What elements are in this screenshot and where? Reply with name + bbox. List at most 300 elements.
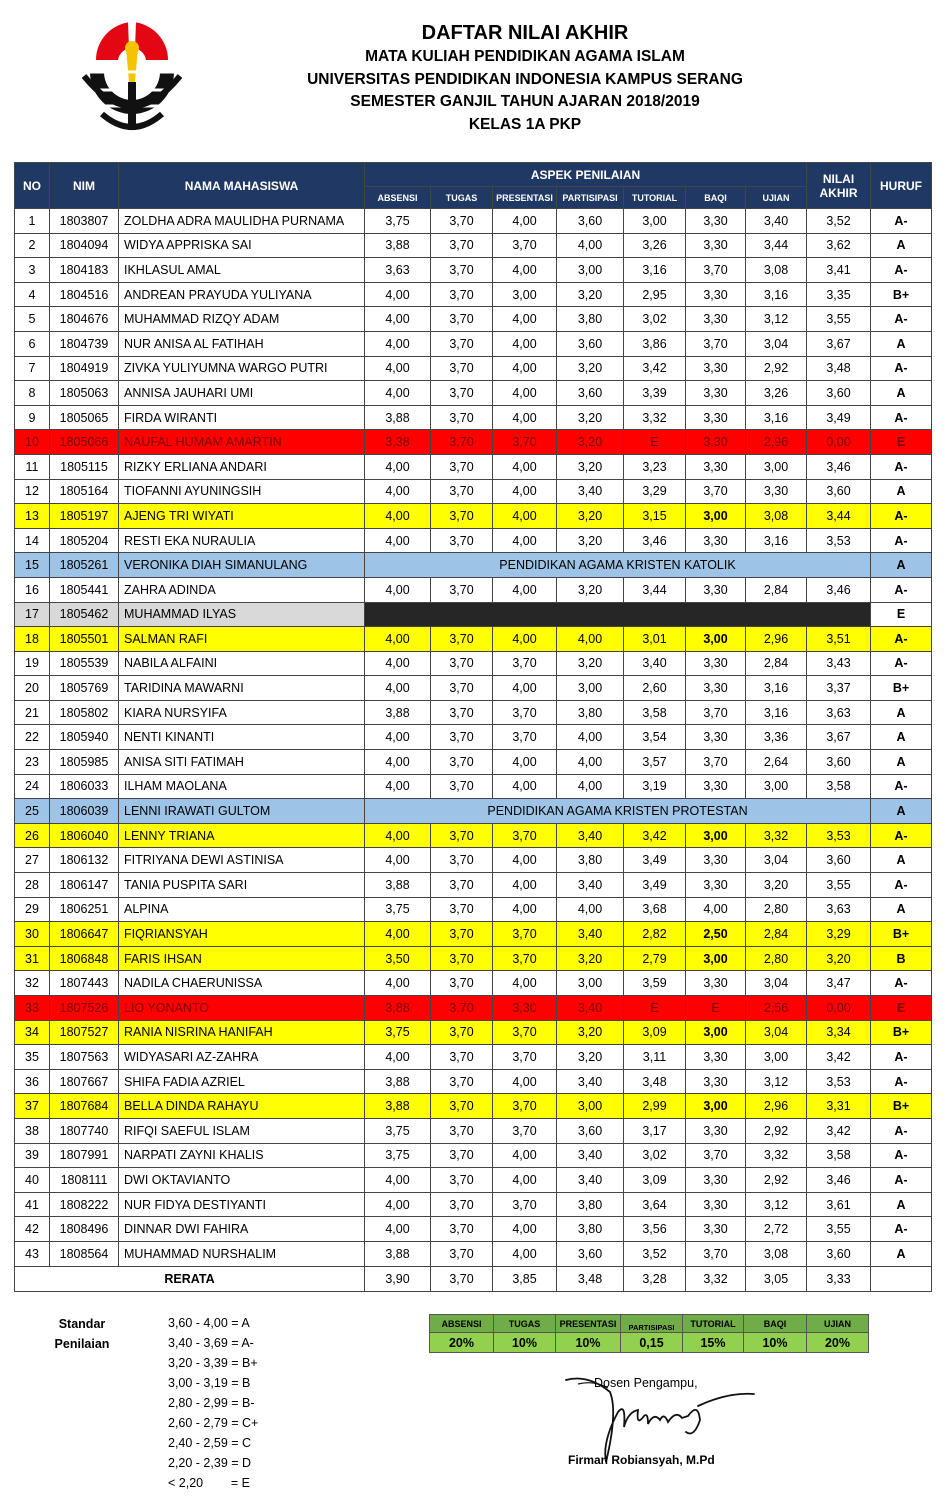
row-number: 5 — [15, 307, 50, 332]
row-number: 38 — [15, 1118, 50, 1143]
row-ujian: 2,96 — [746, 1094, 807, 1119]
col-header-tutorial: TUTORIAL — [624, 187, 686, 209]
row-nim: 1804516 — [50, 282, 119, 307]
row-student-name: NABILA ALFAINI — [119, 651, 365, 676]
row-tutorial: E — [624, 996, 686, 1021]
row-presentasi: 3,70 — [493, 946, 557, 971]
row-nilai: 3,53 — [807, 1069, 871, 1094]
row-tugas: 3,70 — [431, 1118, 493, 1143]
row-presentasi: 4,00 — [493, 1168, 557, 1193]
row-presentasi: 3,70 — [493, 1094, 557, 1119]
row-nim: 1805441 — [50, 577, 119, 602]
row-number: 36 — [15, 1069, 50, 1094]
row-number: 34 — [15, 1020, 50, 1045]
row-tutorial: 3,44 — [624, 577, 686, 602]
standard-item: 3,40 - 3,69 = A- — [168, 1336, 254, 1350]
row-baqi: 3,00 — [686, 504, 746, 529]
row-nim: 1803807 — [50, 209, 119, 234]
row-grade-letter: A- — [871, 1217, 932, 1242]
row-student-name: ILHAM MAOLANA — [119, 774, 365, 799]
row-presentasi: 4,00 — [493, 848, 557, 873]
row-tugas: 3,70 — [431, 1045, 493, 1070]
row-nilai: 0,00 — [807, 996, 871, 1021]
row-ujian: 2,72 — [746, 1217, 807, 1242]
row-nim: 1804183 — [50, 258, 119, 283]
row-presentasi: 3,70 — [493, 1020, 557, 1045]
average-presentasi: 3,85 — [493, 1266, 557, 1291]
row-absensi: 4,00 — [365, 750, 431, 775]
row-number: 13 — [15, 504, 50, 529]
row-tutorial: 3,11 — [624, 1045, 686, 1070]
row-tutorial: 3,29 — [624, 479, 686, 504]
row-presentasi: 4,00 — [493, 307, 557, 332]
row-partisipasi: 3,20 — [557, 651, 624, 676]
row-nim: 1807667 — [50, 1069, 119, 1094]
row-student-name: ANDREAN PRAYUDA YULIYANA — [119, 282, 365, 307]
weight-table — [429, 1314, 869, 1353]
col-header-ujian: UJIAN — [746, 187, 807, 209]
row-baqi: 3,30 — [686, 233, 746, 258]
row-student-name: ALPINA — [119, 897, 365, 922]
row-ujian: 3,32 — [746, 823, 807, 848]
row-tugas: 3,70 — [431, 307, 493, 332]
table-row — [15, 774, 932, 799]
weight-value: 0,15 — [621, 1333, 683, 1353]
grade-table — [14, 162, 932, 1292]
row-ujian: 2,92 — [746, 356, 807, 381]
row-number: 6 — [15, 331, 50, 356]
row-tugas: 3,70 — [431, 1020, 493, 1045]
row-number: 1 — [15, 209, 50, 234]
row-number: 40 — [15, 1168, 50, 1193]
row-nim: 1806251 — [50, 897, 119, 922]
row-presentasi: 4,00 — [493, 258, 557, 283]
row-number: 10 — [15, 430, 50, 455]
row-grade-letter: A- — [871, 307, 932, 332]
row-nim: 1806132 — [50, 848, 119, 873]
row-absensi: 3,75 — [365, 897, 431, 922]
col-header-baqi: BAQI — [686, 187, 746, 209]
row-grade-letter: A — [871, 1241, 932, 1266]
row-number: 24 — [15, 774, 50, 799]
average-tutorial: 3,28 — [624, 1266, 686, 1291]
row-number: 22 — [15, 725, 50, 750]
lecturer-name: Firman Robiansyah, M.Pd — [568, 1453, 715, 1467]
row-tutorial: 3,16 — [624, 258, 686, 283]
row-student-name: NAUFAL HUMAM AMARTIN — [119, 430, 365, 455]
weight-value: 10% — [556, 1333, 621, 1353]
row-nim: 1805197 — [50, 504, 119, 529]
row-student-name: FITRIYANA DEWI ASTINISA — [119, 848, 365, 873]
row-baqi: 3,00 — [686, 1094, 746, 1119]
row-grade-letter: A — [871, 897, 932, 922]
row-partisipasi: 3,40 — [557, 1143, 624, 1168]
row-tutorial: 3,49 — [624, 873, 686, 898]
row-presentasi: 4,00 — [493, 454, 557, 479]
row-nim: 1805940 — [50, 725, 119, 750]
row-presentasi: 4,00 — [493, 897, 557, 922]
standard-item: 2,40 - 2,59 = C — [168, 1436, 252, 1450]
row-baqi: 3,30 — [686, 356, 746, 381]
average-absensi: 3,90 — [365, 1266, 431, 1291]
row-nilai: 3,63 — [807, 700, 871, 725]
row-presentasi: 3,70 — [493, 700, 557, 725]
row-nim: 1804919 — [50, 356, 119, 381]
row-tutorial: 3,23 — [624, 454, 686, 479]
row-number: 9 — [15, 405, 50, 430]
row-baqi: 3,70 — [686, 258, 746, 283]
row-nim: 1805164 — [50, 479, 119, 504]
row-tutorial: 3,58 — [624, 700, 686, 725]
row-nim: 1804676 — [50, 307, 119, 332]
row-partisipasi: 3,20 — [557, 430, 624, 455]
row-student-name: IKHLASUL AMAL — [119, 258, 365, 283]
row-grade-letter: A- — [871, 627, 932, 652]
row-absensi: 3,88 — [365, 996, 431, 1021]
row-presentasi: 4,00 — [493, 356, 557, 381]
row-tugas: 3,70 — [431, 1168, 493, 1193]
standard-item: 3,00 - 3,19 = B — [168, 1376, 251, 1390]
row-tugas: 3,70 — [431, 1241, 493, 1266]
row-number: 25 — [15, 799, 50, 824]
table-row — [15, 405, 932, 430]
table-row — [15, 823, 932, 848]
weight-label: UJIAN — [807, 1315, 869, 1333]
row-tugas: 3,70 — [431, 774, 493, 799]
row-absensi: 4,00 — [365, 307, 431, 332]
row-partisipasi: 3,00 — [557, 971, 624, 996]
lecturer-label: Dosen Pengampu, — [594, 1376, 698, 1390]
row-absensi: 4,00 — [365, 823, 431, 848]
row-student-name: LENNI IRAWATI GULTOM — [119, 799, 365, 824]
row-presentasi: 4,00 — [493, 971, 557, 996]
row-tutorial: 2,99 — [624, 1094, 686, 1119]
row-nim: 1807563 — [50, 1045, 119, 1070]
row-baqi: 3,30 — [686, 848, 746, 873]
row-tutorial: 3,00 — [624, 209, 686, 234]
row-ujian: 3,04 — [746, 848, 807, 873]
col-header-presentasi: PRESENTASI — [493, 187, 557, 209]
row-absensi: 4,00 — [365, 676, 431, 701]
row-number: 21 — [15, 700, 50, 725]
average-nilai: 3,33 — [807, 1266, 871, 1291]
average-label: RERATA — [15, 1266, 365, 1291]
col-header-no: NO — [15, 163, 50, 209]
row-religion-note: PENDIDIKAN AGAMA KRISTEN PROTESTAN — [365, 799, 871, 824]
row-absensi: 4,00 — [365, 725, 431, 750]
row-partisipasi: 3,20 — [557, 1020, 624, 1045]
standard-item: 2,80 - 2,99 = B- — [168, 1396, 255, 1410]
row-tugas: 3,70 — [431, 233, 493, 258]
row-nilai: 3,53 — [807, 823, 871, 848]
row-partisipasi: 3,80 — [557, 848, 624, 873]
row-grade-letter: A — [871, 331, 932, 356]
row-grade-letter: E — [871, 996, 932, 1021]
weight-label: BAQI — [744, 1315, 807, 1333]
row-baqi: 3,30 — [686, 971, 746, 996]
weight-value: 10% — [744, 1333, 807, 1353]
table-row — [15, 331, 932, 356]
document-header — [250, 20, 800, 136]
row-ujian: 2,64 — [746, 750, 807, 775]
row-student-name: WIDYASARI AZ-ZAHRA — [119, 1045, 365, 1070]
row-presentasi: 4,00 — [493, 676, 557, 701]
row-baqi: 4,00 — [686, 897, 746, 922]
row-nim: 1805261 — [50, 553, 119, 578]
row-ujian: 3,36 — [746, 725, 807, 750]
row-absensi: 4,00 — [365, 577, 431, 602]
row-baqi: 3,30 — [686, 651, 746, 676]
row-partisipasi: 3,80 — [557, 700, 624, 725]
row-ujian: 3,32 — [746, 1143, 807, 1168]
row-grade-letter: A — [871, 553, 932, 578]
row-nilai: 3,37 — [807, 676, 871, 701]
table-row — [15, 799, 932, 824]
row-presentasi: 4,00 — [493, 479, 557, 504]
row-baqi: 3,30 — [686, 873, 746, 898]
row-number: 20 — [15, 676, 50, 701]
col-header-partisipasi: PARTISIPASI — [557, 187, 624, 209]
row-partisipasi: 3,60 — [557, 1241, 624, 1266]
average-ujian: 3,05 — [746, 1266, 807, 1291]
row-grade-letter: A- — [871, 577, 932, 602]
row-grade-letter: A- — [871, 1045, 932, 1070]
row-ujian: 2,56 — [746, 996, 807, 1021]
row-baqi: 3,30 — [686, 1045, 746, 1070]
row-tutorial: 3,56 — [624, 1217, 686, 1242]
row-tutorial: 3,46 — [624, 528, 686, 553]
row-grade-letter: A- — [871, 873, 932, 898]
row-absensi: 4,00 — [365, 651, 431, 676]
row-tugas: 3,70 — [431, 356, 493, 381]
row-number: 15 — [15, 553, 50, 578]
table-row — [15, 848, 932, 873]
row-nilai: 3,46 — [807, 577, 871, 602]
row-absensi: 4,00 — [365, 848, 431, 873]
row-nim: 1807527 — [50, 1020, 119, 1045]
weight-label: PARTISIPASI — [621, 1315, 683, 1333]
row-nim: 1805115 — [50, 454, 119, 479]
row-grade-letter: B+ — [871, 1020, 932, 1045]
row-student-name: MUHAMMAD RIZQY ADAM — [119, 307, 365, 332]
row-tugas: 3,70 — [431, 331, 493, 356]
row-presentasi: 4,00 — [493, 504, 557, 529]
row-student-name: RESTI EKA NURAULIA — [119, 528, 365, 553]
weight-value: 15% — [683, 1333, 744, 1353]
row-grade-letter: A- — [871, 823, 932, 848]
table-row — [15, 1143, 932, 1168]
row-number: 8 — [15, 381, 50, 406]
row-nim: 1805066 — [50, 430, 119, 455]
row-nim: 1807740 — [50, 1118, 119, 1143]
row-tugas: 3,70 — [431, 258, 493, 283]
weight-label: ABSENSI — [430, 1315, 494, 1333]
row-tutorial: 3,02 — [624, 307, 686, 332]
table-row — [15, 651, 932, 676]
weight-value: 10% — [494, 1333, 556, 1353]
row-grade-letter: A — [871, 725, 932, 750]
row-student-name: KIARA NURSYIFA — [119, 700, 365, 725]
row-nilai: 3,48 — [807, 356, 871, 381]
row-tugas: 3,70 — [431, 700, 493, 725]
row-nilai: 3,20 — [807, 946, 871, 971]
row-baqi: 3,30 — [686, 405, 746, 430]
row-student-name: MUHAMMAD NURSHALIM — [119, 1241, 365, 1266]
row-presentasi: 4,00 — [493, 577, 557, 602]
row-ujian: 3,04 — [746, 1020, 807, 1045]
row-ujian: 3,00 — [746, 1045, 807, 1070]
row-partisipasi: 3,00 — [557, 258, 624, 283]
row-baqi: 3,30 — [686, 1192, 746, 1217]
row-absensi: 3,88 — [365, 1069, 431, 1094]
row-student-name: DINNAR DWI FAHIRA — [119, 1217, 365, 1242]
row-nim: 1808111 — [50, 1168, 119, 1193]
average-empty — [871, 1266, 932, 1291]
standard-list — [168, 1313, 258, 1493]
average-row — [15, 1266, 932, 1291]
row-absensi: 4,00 — [365, 381, 431, 406]
table-row — [15, 725, 932, 750]
table-row — [15, 1094, 932, 1119]
row-tutorial: 3,57 — [624, 750, 686, 775]
row-absensi: 3,75 — [365, 1118, 431, 1143]
row-partisipasi: 3,60 — [557, 381, 624, 406]
row-number: 23 — [15, 750, 50, 775]
university-logo — [82, 18, 182, 136]
row-ujian: 2,80 — [746, 946, 807, 971]
row-grade-letter: A — [871, 848, 932, 873]
row-nilai: 3,55 — [807, 1217, 871, 1242]
row-baqi: 3,30 — [686, 774, 746, 799]
row-number: 30 — [15, 922, 50, 947]
row-ujian: 2,80 — [746, 897, 807, 922]
row-absensi: 4,00 — [365, 627, 431, 652]
row-student-name: DWI OKTAVIANTO — [119, 1168, 365, 1193]
row-grade-letter: A- — [871, 504, 932, 529]
standard-item: 3,20 - 3,39 = B+ — [168, 1356, 258, 1370]
row-tugas: 3,70 — [431, 209, 493, 234]
row-presentasi: 3,70 — [493, 1118, 557, 1143]
row-student-name: NUR ANISA AL FATIHAH — [119, 331, 365, 356]
row-nilai: 3,60 — [807, 381, 871, 406]
row-tugas: 3,70 — [431, 750, 493, 775]
row-baqi: 3,70 — [686, 700, 746, 725]
row-nilai: 3,61 — [807, 1192, 871, 1217]
standard-item: 2,20 - 2,39 = D — [168, 1456, 252, 1470]
row-nilai: 3,49 — [807, 405, 871, 430]
row-ujian: 2,84 — [746, 577, 807, 602]
row-partisipasi: 3,00 — [557, 676, 624, 701]
row-ujian: 3,04 — [746, 331, 807, 356]
weight-label: TUGAS — [494, 1315, 556, 1333]
table-row — [15, 381, 932, 406]
row-nim: 1807684 — [50, 1094, 119, 1119]
row-ujian: 2,96 — [746, 430, 807, 455]
row-partisipasi: 3,40 — [557, 823, 624, 848]
row-nim: 1804739 — [50, 331, 119, 356]
row-number: 26 — [15, 823, 50, 848]
row-partisipasi: 3,20 — [557, 577, 624, 602]
row-tugas: 3,70 — [431, 528, 493, 553]
row-absensi: 3,88 — [365, 1241, 431, 1266]
row-grade-letter: A- — [871, 209, 932, 234]
row-baqi: 3,30 — [686, 676, 746, 701]
table-row — [15, 873, 932, 898]
row-absensi: 4,00 — [365, 331, 431, 356]
row-number: 7 — [15, 356, 50, 381]
standard-label — [52, 1314, 112, 1354]
table-row — [15, 209, 932, 234]
row-nilai: 3,46 — [807, 1168, 871, 1193]
row-student-name: ZOLDHA ADRA MAULIDHA PURNAMA — [119, 209, 365, 234]
row-ujian: 3,00 — [746, 454, 807, 479]
row-absensi: 4,00 — [365, 1217, 431, 1242]
row-tugas: 3,70 — [431, 725, 493, 750]
row-student-name: AJENG TRI WIYATI — [119, 504, 365, 529]
row-baqi: 3,30 — [686, 430, 746, 455]
semester-label: SEMESTER GANJIL TAHUN AJARAN 2018/2019 — [350, 93, 700, 110]
row-baqi: 3,30 — [686, 725, 746, 750]
row-nim: 1808564 — [50, 1241, 119, 1266]
row-nilai: 3,43 — [807, 651, 871, 676]
row-nim: 1805501 — [50, 627, 119, 652]
row-student-name: FARIS IHSAN — [119, 946, 365, 971]
row-student-name: VERONIKA DIAH SIMANULANG — [119, 553, 365, 578]
row-partisipasi: 3,40 — [557, 922, 624, 947]
row-partisipasi: 3,40 — [557, 873, 624, 898]
row-grade-letter: A — [871, 700, 932, 725]
row-tutorial: 3,86 — [624, 331, 686, 356]
row-partisipasi: 3,20 — [557, 1045, 624, 1070]
row-nim: 1805769 — [50, 676, 119, 701]
col-header-aspek: ASPEK PENILAIAN — [365, 163, 807, 187]
row-number: 43 — [15, 1241, 50, 1266]
col-header-absensi: ABSENSI — [365, 187, 431, 209]
row-tugas: 3,70 — [431, 479, 493, 504]
row-nilai: 3,60 — [807, 848, 871, 873]
row-baqi: 3,70 — [686, 750, 746, 775]
row-absensi: 4,00 — [365, 454, 431, 479]
row-nim: 1807526 — [50, 996, 119, 1021]
row-ujian: 3,16 — [746, 676, 807, 701]
row-nilai: 3,52 — [807, 209, 871, 234]
row-absensi: 4,00 — [365, 479, 431, 504]
row-tutorial: 3,39 — [624, 381, 686, 406]
row-student-name: BELLA DINDA RAHAYU — [119, 1094, 365, 1119]
row-presentasi: 4,00 — [493, 1069, 557, 1094]
row-nim: 1806647 — [50, 922, 119, 947]
row-nim: 1805204 — [50, 528, 119, 553]
row-presentasi: 3,70 — [493, 1192, 557, 1217]
row-student-name: FIRDA WIRANTI — [119, 405, 365, 430]
grade-table-body — [15, 209, 932, 1292]
row-nilai: 3,67 — [807, 331, 871, 356]
row-number: 33 — [15, 996, 50, 1021]
row-number: 29 — [15, 897, 50, 922]
row-absensi: 3,88 — [365, 700, 431, 725]
row-number: 4 — [15, 282, 50, 307]
row-tutorial: 3,59 — [624, 971, 686, 996]
table-row — [15, 676, 932, 701]
row-nilai: 3,29 — [807, 922, 871, 947]
row-number: 42 — [15, 1217, 50, 1242]
row-partisipasi: 3,60 — [557, 1118, 624, 1143]
row-ujian: 3,26 — [746, 381, 807, 406]
row-nilai: 3,35 — [807, 282, 871, 307]
row-grade-letter: A — [871, 479, 932, 504]
row-nilai: 3,58 — [807, 1143, 871, 1168]
row-tugas: 3,70 — [431, 651, 493, 676]
